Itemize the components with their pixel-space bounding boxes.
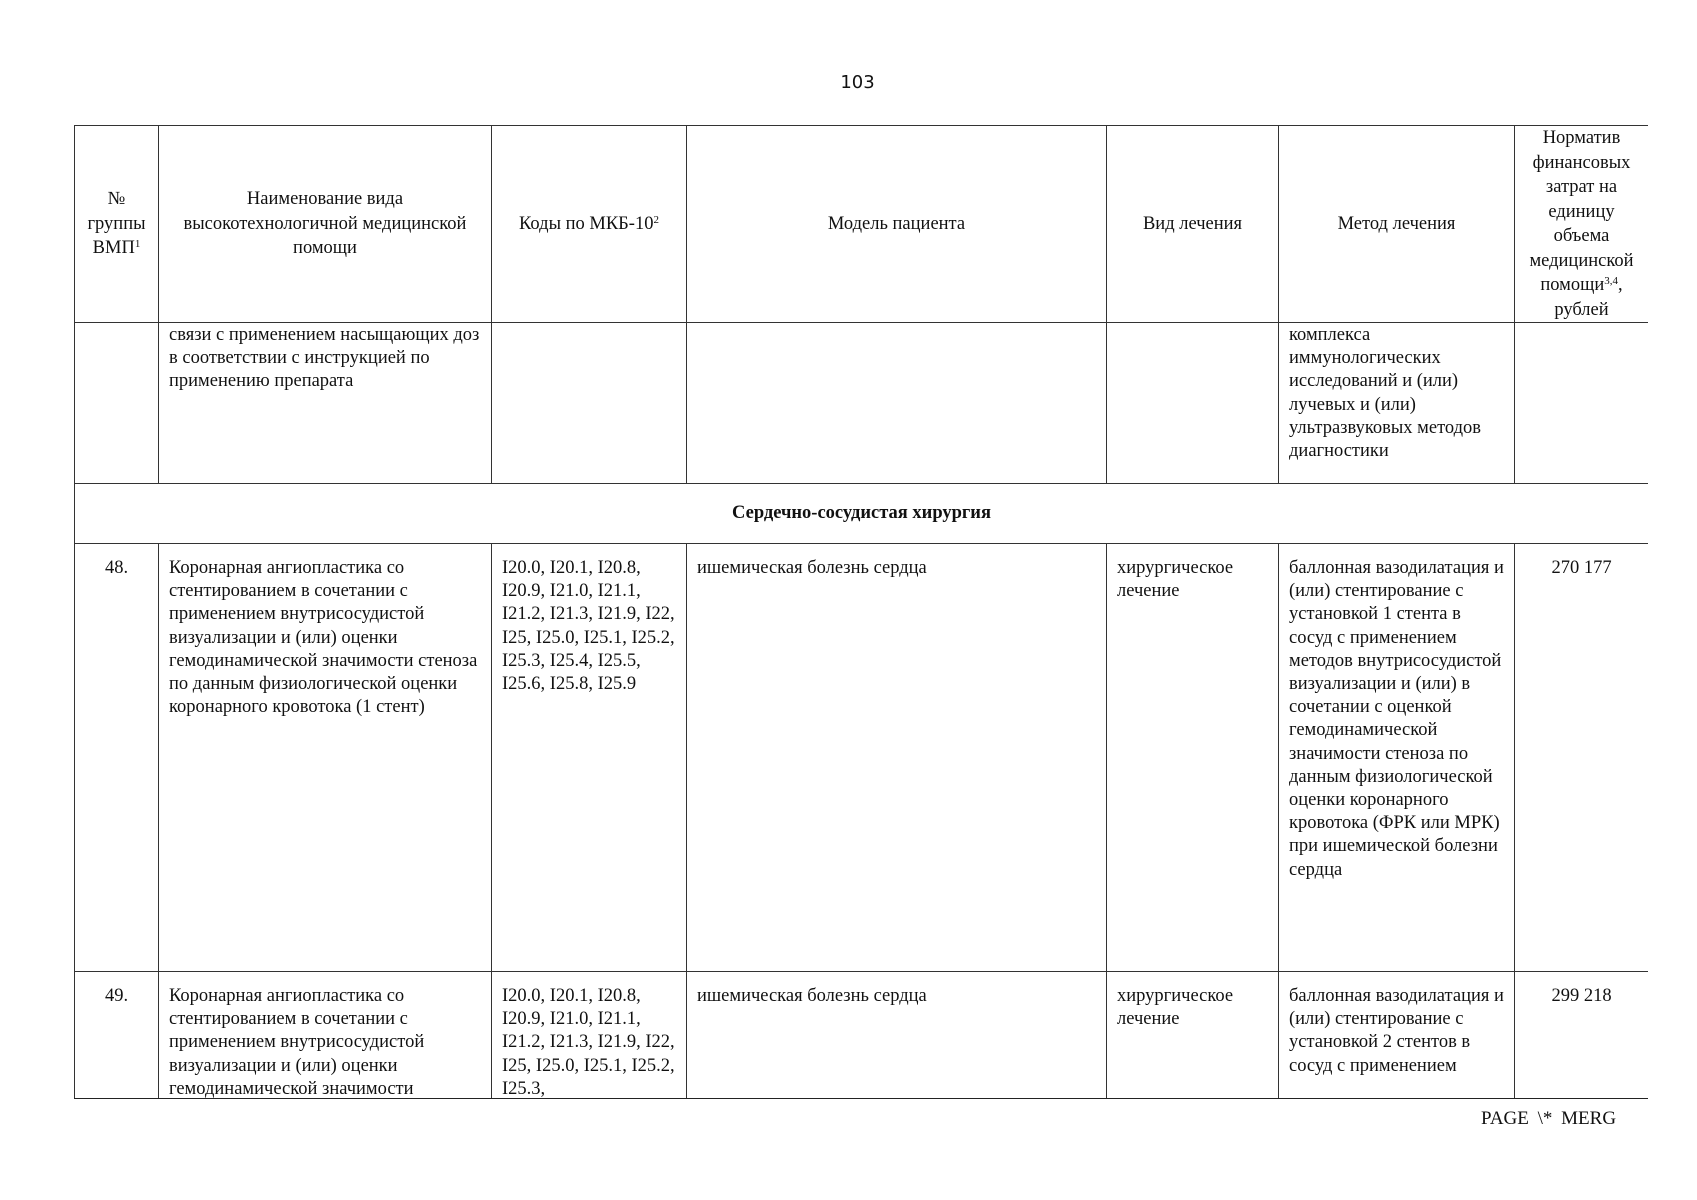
header-service-name: Наименование вида высокотехнологичной медицинской помощи <box>159 126 492 323</box>
cont-cost <box>1515 323 1649 484</box>
cont-name: связи с применением насыщающих доз в соответствии с инструкцией по применению препарата <box>159 323 492 484</box>
row-service-name: Коронарная ангиопластика со стентированием в сочетании с применением внутрисосудистой визуализации и (или) оценки гемодинамической значимости стеноза по данным физиологической оценки коронарного кровотока (1 стент) <box>159 544 492 972</box>
cont-type <box>1107 323 1279 484</box>
section-title: Сердечно-сосудистая хирургия <box>75 484 1649 544</box>
cont-codes <box>492 323 687 484</box>
header-treatment-type: Вид лечения <box>1107 126 1279 323</box>
header-row <box>75 126 1649 323</box>
section-row <box>75 484 1649 544</box>
row-number: 48. <box>75 544 159 972</box>
row-number: 49. <box>75 972 159 1100</box>
row-service-name: Коронарная ангиопластика со стентированием в сочетании с применением внутрисосудистой визуализации и (или) оценки гемодинамической значимости <box>159 972 492 1100</box>
cont-num <box>75 323 159 484</box>
row-cost: 270 177 <box>1515 544 1649 972</box>
header-treatment-method: Метод лечения <box>1279 126 1515 323</box>
row-icd-codes: I20.0, I20.1, I20.8, I20.9, I21.0, I21.1, I21.2, I21.3, I21.9, I22, I25, I25.0, I25.1, I25.2, I25.3, I25.4, I25.5, I25.6, I25.8, I25.9 <box>492 544 687 972</box>
table-container <box>74 125 1648 1099</box>
cont-model <box>687 323 1107 484</box>
row-treatment-method: баллонная вазодилатация и (или) стентирование с установкой 1 стента в сосуд с применением методов внутрисосудистой визуализации и (или) в сочетании с оценкой гемодинамической значимости стеноза по данным физиологической оценки коронарного кровотока (ФРК или МРК) при ишемической болезни сердца <box>1279 544 1515 972</box>
row-treatment-method: баллонная вазодилатация и (или) стентирование с установкой 2 стентов в сосуд с применением <box>1279 972 1515 1100</box>
header-cost-standard: Норматив финансовых затрат на единицу объема медицинской помощи$^{3,4}$, рублей <box>1515 126 1649 323</box>
vmp-table <box>74 125 1648 1099</box>
header-group-number: № группы ВМП$^1$ <box>75 126 159 323</box>
table-row <box>75 544 1649 972</box>
table-row <box>75 972 1649 1100</box>
header-icd-codes: Коды по МКБ-$10^2$ <box>492 126 687 323</box>
page-number: 103 <box>840 72 875 93</box>
row-patient-model: ишемическая болезнь сердца <box>687 544 1107 972</box>
row-cost: 299 218 <box>1515 972 1649 1100</box>
page-footer-field: PAGE \* MERG <box>1481 1108 1617 1129</box>
header-patient-model: Модель пациента <box>687 126 1107 323</box>
continuation-row <box>75 323 1649 484</box>
row-icd-codes: I20.0, I20.1, I20.8, I20.9, I21.0, I21.1, I21.2, I21.3, I21.9, I22, I25, I25.0, I25.1, I25.2, I25.3, <box>492 972 687 1100</box>
row-treatment-type: хирургическое лечение <box>1107 972 1279 1100</box>
cont-method: комплекса иммунологических исследований и (или) лучевых и (или) ультразвуковых методов диагностики <box>1279 323 1515 484</box>
row-patient-model: ишемическая болезнь сердца <box>687 972 1107 1100</box>
row-treatment-type: хирургическое лечение <box>1107 544 1279 972</box>
